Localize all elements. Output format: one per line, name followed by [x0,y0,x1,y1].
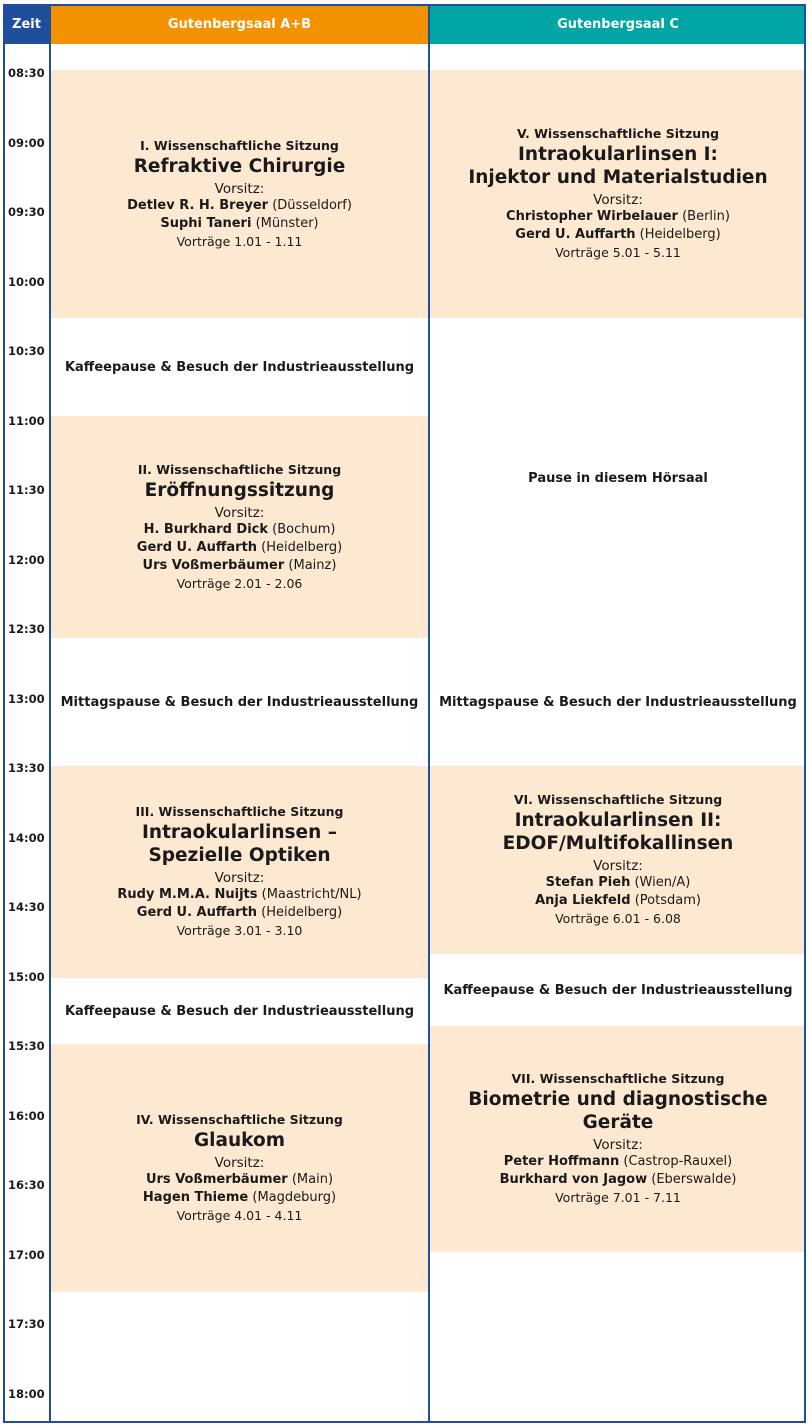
session-number: I. Wissenschaftliche Sitzung [140,137,339,153]
session-title: Intraokularlinsen – [142,822,337,843]
time-label: 09:30 [8,205,45,219]
session-title: Refraktive Chirurgie [133,155,346,177]
pause-block: Mittagspause & Besuch der Industrieausstellung [439,694,797,710]
pause-block: Pause in diesem Hörsaal [528,470,708,486]
session-number: VII. Wissenschaftliche Sitzung [511,1071,725,1086]
time-label: 08:30 [8,66,45,80]
time-label: 09:00 [8,135,45,150]
pause-block: Mittagspause & Besuch der Industrieausstellung [60,694,419,710]
time-label: 13:30 [8,761,45,775]
chair-person: Detlev R. H. Breyer (Düsseldorf) [127,197,352,213]
column-divider [428,4,430,1423]
pause-block: Kaffeepause & Besuch der Industrieausstellung [64,1003,415,1019]
session-number: II. Wissenschaftliche Sitzung [137,461,342,477]
time-label: 12:30 [8,622,45,636]
chair-person: Hagen Thieme (Magdeburg) [142,1189,337,1205]
talks-range: Vorträge 4.01 - 4.11 [176,1207,303,1223]
time-label: 14:00 [8,830,45,845]
chair-person: Burkhard von Jagow (Eberswalde) [499,1172,737,1187]
vorsitz-label: Vorsitz: [593,1137,643,1153]
session-title: Injektor und Materialstudien [468,167,768,188]
room-c-header: Gutenbergsaal C [430,4,806,44]
chair-person: Rudy M.M.A. Nuijts (Maastricht/NL) [117,887,362,902]
time-label: 17:00 [8,1247,45,1262]
talks-range: Vorträge 5.01 - 5.11 [555,245,681,260]
time-label: 10:30 [8,344,45,358]
time-label: 16:30 [8,1178,45,1192]
chair-person: Urs Voßmerbäumer (Main) [145,1171,334,1187]
time-label: 18:00 [8,1386,45,1401]
session-title: EDOF/Multifokallinsen [502,833,734,854]
chair-person: Gerd U. Auffarth (Heidelberg) [136,905,343,920]
session-title: Eröffnungssitzung [144,479,335,501]
session-number: IV. Wissenschaftliche Sitzung [136,1111,343,1127]
time-label: 11:00 [8,413,45,428]
session-number: VI. Wissenschaftliche Sitzung [513,792,723,807]
time-label: 17:30 [8,1317,45,1331]
vorsitz-label: Vorsitz: [214,1154,265,1171]
talks-range: Vorträge 6.01 - 6.08 [555,911,681,926]
session-title: Intraokularlinsen I: [518,144,718,165]
time-label: 16:00 [8,1108,45,1123]
time-label: 14:30 [8,900,45,914]
talks-range: Vorträge 7.01 - 7.11 [555,1190,681,1205]
session-title: Glaukom [194,1129,285,1151]
talks-range: Vorträge 1.01 - 1.11 [176,233,303,249]
chair-person: H. Burkhard Dick (Bochum) [143,521,336,537]
chair-person: Suphi Taneri (Münster) [160,215,319,231]
pause-block: Kaffeepause & Besuch der Industrieausstellung [443,982,793,998]
session-title: Intraokularlinsen II: [514,810,722,831]
chair-person: Gerd U. Auffarth (Heidelberg) [515,227,721,242]
session-number: III. Wissenschaftliche Sitzung [135,804,344,819]
session-number: V. Wissenschaftliche Sitzung [516,126,720,141]
room-ab-header: Gutenbergsaal A+B [51,4,428,44]
vorsitz-label: Vorsitz: [214,180,265,197]
vorsitz-label: Vorsitz: [593,192,643,208]
vorsitz-label: Vorsitz: [593,858,643,874]
time-label: 12:00 [8,552,45,567]
schedule-frame [3,4,806,1423]
time-label: 15:00 [8,969,45,984]
talks-range: Vorträge 3.01 - 3.10 [176,923,303,938]
chair-person: Urs Voßmerbäumer (Mainz) [142,557,337,573]
vorsitz-label: Vorsitz: [214,504,265,521]
time-label: 13:00 [8,691,45,706]
time-column-header: Zeit [3,4,50,44]
chair-person: Peter Hoffmann (Castrop-Rauxel) [503,1154,733,1169]
pause-block: Kaffeepause & Besuch der Industrieausstellung [64,359,415,375]
column-divider [49,4,51,1423]
time-label: 10:00 [8,274,45,289]
time-label: 11:30 [8,483,45,497]
chair-person: Stefan Pieh (Wien/A) [545,875,691,890]
talks-range: Vorträge 2.01 - 2.06 [176,575,303,591]
vorsitz-label: Vorsitz: [214,870,265,886]
session-title: Spezielle Optiken [148,845,331,866]
chair-person: Christopher Wirbelauer (Berlin) [506,209,730,224]
chair-person: Gerd U. Auffarth (Heidelberg) [136,539,343,555]
session-title: Biometrie und diagnostische Geräte [468,1089,768,1133]
time-label: 15:30 [8,1039,45,1053]
chair-person: Anja Liekfeld (Potsdam) [535,893,701,908]
